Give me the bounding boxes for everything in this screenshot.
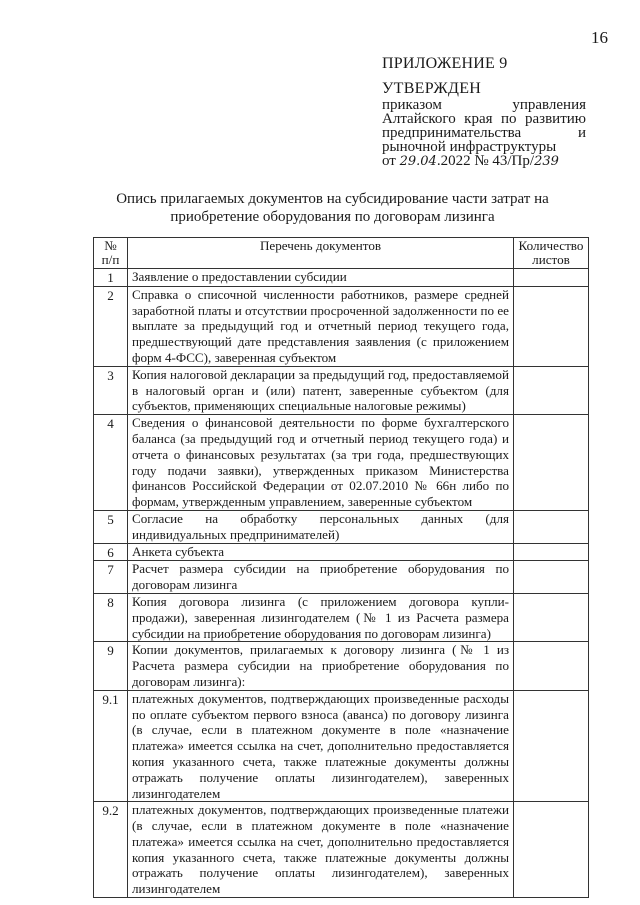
row-document-text: Копия налоговой декларации за предыдущий год, предоставляемой в налоговый орган и (или) патент, заверенные субъектом (для субъектов, применяющих специальные налоговые режимы) bbox=[128, 366, 514, 414]
table-row bbox=[94, 543, 589, 561]
header-documents: Перечень документов bbox=[128, 238, 514, 269]
approval-block bbox=[382, 57, 586, 169]
row-document-text: Анкета субъекта bbox=[128, 543, 514, 561]
row-number: 6 bbox=[94, 543, 128, 561]
date-prefix: от bbox=[382, 153, 400, 169]
table-row bbox=[94, 366, 589, 414]
row-number: 3 bbox=[94, 366, 128, 414]
row-document-text: Заявление о предоставлении субсидии bbox=[128, 269, 514, 287]
table-header-row bbox=[94, 238, 589, 269]
row-sheet-count bbox=[514, 561, 589, 594]
handwritten-number: 239 bbox=[534, 154, 559, 169]
header-sheet-count: Количество листов bbox=[514, 238, 589, 269]
table-row bbox=[94, 286, 589, 366]
row-sheet-count bbox=[514, 510, 589, 543]
order-number: .2022 № 43/Пр/ bbox=[436, 153, 535, 169]
row-number: 5 bbox=[94, 510, 128, 543]
row-document-text: Расчет размера субсидии на приобретение оборудования по договорам лизинга bbox=[128, 561, 514, 594]
row-sheet-count bbox=[514, 543, 589, 561]
row-document-text: Копии документов, прилагаемых к договору лизинга (№ 1 из Расчета размера субсидии на приобретение оборудования по договорам лизинга): bbox=[128, 642, 514, 690]
row-number: 8 bbox=[94, 593, 128, 641]
row-sheet-count bbox=[514, 366, 589, 414]
order-reference: приказом управления Алтайского края по развитию предпринимательства и рыночной инфраструктуры bbox=[382, 97, 586, 155]
row-sheet-count bbox=[514, 415, 589, 511]
table-row bbox=[94, 690, 589, 802]
handwritten-date: 29.04 bbox=[399, 154, 437, 169]
table-row bbox=[94, 802, 589, 898]
row-sheet-count bbox=[514, 269, 589, 287]
row-sheet-count bbox=[514, 642, 589, 690]
table-row bbox=[94, 593, 589, 641]
row-sheet-count bbox=[514, 593, 589, 641]
table-row bbox=[94, 642, 589, 690]
row-document-text: Копия договора лизинга (с приложением договора купли-продажи), заверенная лизингодателем (№ 1 из Расчета размера субсидии на приобретение оборудования по договорам лизинга) bbox=[128, 593, 514, 641]
documents-table bbox=[93, 237, 589, 898]
row-sheet-count bbox=[514, 802, 589, 898]
table-row bbox=[94, 561, 589, 594]
header-number: № п/п bbox=[94, 238, 128, 269]
table-row bbox=[94, 269, 589, 287]
table-row bbox=[94, 510, 589, 543]
appendix-heading: ПРИЛОЖЕНИЕ 9 bbox=[382, 55, 508, 72]
row-number: 7 bbox=[94, 561, 128, 594]
row-sheet-count bbox=[514, 286, 589, 366]
row-number: 1 bbox=[94, 269, 128, 287]
row-sheet-count bbox=[514, 690, 589, 802]
row-number: 9 bbox=[94, 642, 128, 690]
row-document-text: Согласие на обработку персональных данных (для индивидуальных предпринимателей) bbox=[128, 510, 514, 543]
row-number: 9.2 bbox=[94, 802, 128, 898]
row-number: 2 bbox=[94, 286, 128, 366]
row-number: 4 bbox=[94, 415, 128, 511]
table-row bbox=[94, 415, 589, 511]
page-number: 16 bbox=[591, 28, 608, 47]
row-document-text: платежных документов, подтверждающих произведенные платежи (в случае, если в платежном документе в поле «назначение платежа» имеется ссылка на счет, дополнительно предоставляется копия указанного счета, также платежные документы должны отражать получение оплаты лизингодателем), заверенных лизингодателем bbox=[128, 802, 514, 898]
row-document-text: платежных документов, подтверждающих произведенные расходы по оплате субъектом первого взноса (аванса) по договору лизинга (в случае, если в платежном документе в поле «назначение платежа» имеется ссылка на счет, дополнительно предоставляется копия указанного счета, также платежные документы должны отражать получение оплаты лизингодателем), заверенных лизингодателем bbox=[128, 690, 514, 802]
row-document-text: Справка о списочной численности работников, размере средней заработной платы и отсутствии просроченной задолженности по ее выплате за предыдущий год и отчетный период текущего года, предшествующий дате представления заявления (с приложением форм 4-ФСС), заверенная субъектом bbox=[128, 286, 514, 366]
order-date-number bbox=[382, 154, 586, 169]
row-number: 9.1 bbox=[94, 690, 128, 802]
row-document-text: Сведения о финансовой деятельности по форме бухгалтерского баланса (за предыдущий год и отчетный период текущего года) и отчета о финансовых результатах (за три года, предшествующих году подачи заявки), утвержденных приказом Министерства финансов Российской Федерации от 02.07.2010 № 66н либо по формам, утвержденным управлением, заверенные субъектом bbox=[128, 415, 514, 511]
document-title: Опись прилагаемых документов на субсидирование части затрат на приобретение оборудования по договорам лизинга bbox=[116, 191, 549, 225]
approved-heading: УТВЕРЖДЕН bbox=[382, 80, 482, 97]
